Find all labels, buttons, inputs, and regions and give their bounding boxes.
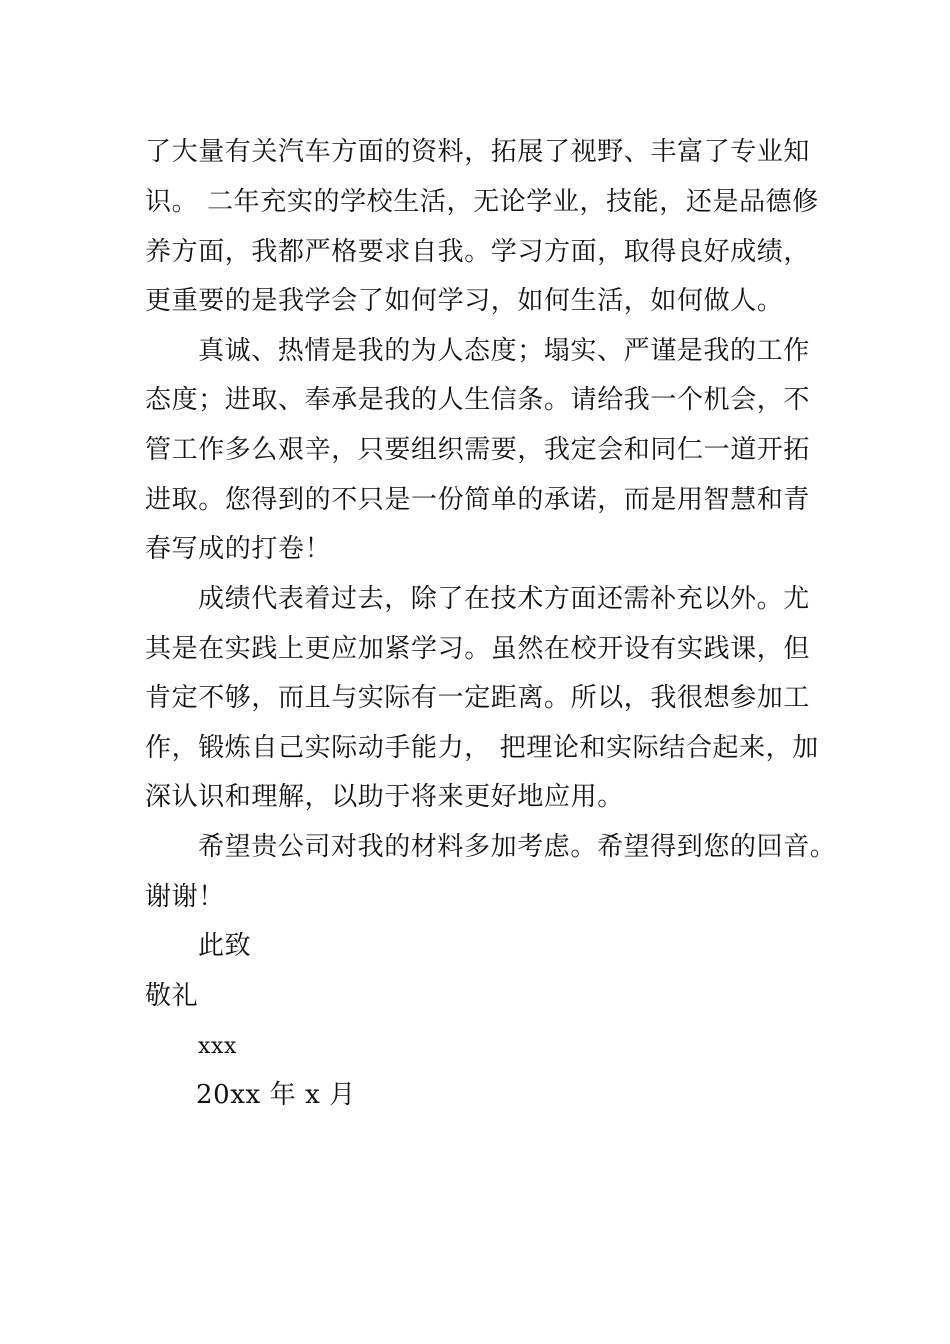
closing-text: 此致 — [198, 931, 252, 961]
text-line: 其是在实践上更应加紧学习。虽然在校开设有实践课，但 — [145, 634, 811, 664]
signature-text: xxx — [198, 1034, 238, 1059]
text-line: 态度；进取、奉承是我的人生信条。请给我一个机会，不 — [145, 385, 811, 415]
text-line: 谢谢！ — [145, 882, 225, 912]
text-line: 更重要的是我学会了如何学习，如何生活，如何做人。 — [145, 286, 784, 316]
date-text: 20xx 年 x 月 — [196, 1080, 356, 1110]
text-line: 深认识和理解，以助于将来更好地应用。 — [145, 782, 624, 812]
text-line: 真诚、热情是我的为人态度；塌实、严谨是我的工作 — [198, 336, 810, 366]
text-line: 进取。您得到的不只是一份简单的承诺，而是用智慧和青 — [145, 485, 811, 515]
text-line: 了大量有关汽车方面的资料，拓展了视野、丰富了专业知 — [145, 137, 811, 167]
text-line: 管工作多么艰辛，只要组织需要，我定会和同仁一道开拓 — [145, 435, 811, 465]
text-line: 成绩代表着过去，除了在技术方面还需补充以外。尤 — [198, 584, 810, 614]
text-line: 希望贵公司对我的材料多加考虑。希望得到您的回音。 — [198, 832, 837, 862]
text-line: 养方面，我都严格要求自我。学习方面，取得良好成绩， — [145, 237, 811, 267]
salutation-text: 敬礼 — [145, 981, 199, 1011]
text-line: 春写成的打卷！ — [145, 534, 332, 564]
text-line: 肯定不够，而且与实际有一定距离。所以，我很想参加工 — [145, 683, 811, 713]
text-line: 识。 二年充实的学校生活，无论学业，技能，还是品德修 — [145, 187, 819, 217]
text-line: 作，锻炼自己实际动手能力， 把理论和实际结合起来，加 — [145, 733, 819, 763]
